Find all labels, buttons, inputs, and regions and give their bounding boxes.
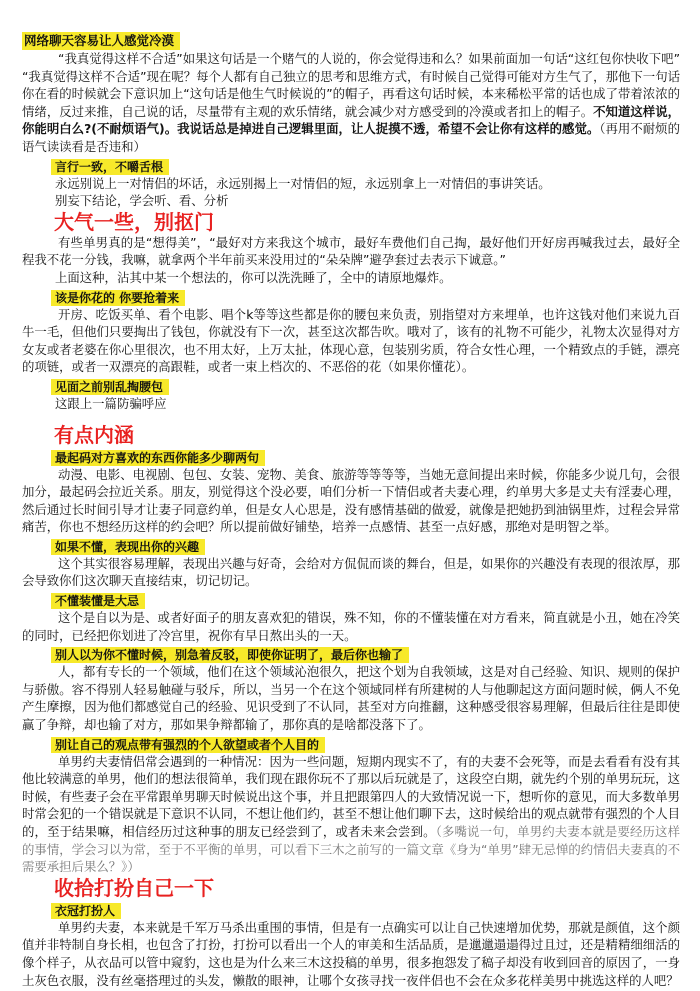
paragraph: 人，都有专长的一个领域，他们在这个领域沁泡很久，把这个划为自我领域，这是对自己经验、知识、规则的保护与骄傲。容不得别人轻易触碰与驳斥，所以，当另一个在这个领域同样有所建树的人与他聊起这方面问题时候，俩人不免产生摩擦，因为他们都感觉自己的经验、见识受到了不认同，甚至对方向推翻，这种感受很容易理解，但最后往往是即使赢了争辩，却也输了对方，那如果争辩都输了，那你真的是啥都没落下了。 [22, 664, 680, 733]
paragraph: 有些单男真的是“想得美”，“最好对方来我这个城市，最好车费他们自己掏，最好他们开好房再喊我过去，最好全程我不花一分钱，我嘛，就拿两个半年前买来没用过的“朵朵牌”避孕套过去表示下诚意。” [22, 234, 680, 268]
paragraph: 别妄下结论，学会听、看、分析 [55, 193, 229, 209]
paragraph: 永远别说上一对情侣的坏话，永远别揭上一对情侣的短，永远别拿上一对情侣的事讲笑话。 [55, 175, 551, 191]
section-heading: 大气一些，别抠门 [54, 209, 214, 234]
subheading: 如果不懂，表现出你的兴趣 [51, 539, 205, 555]
subheading: 见面之前别乱掏腰包 [51, 379, 169, 395]
paragraph: 这个其实很容易理解，表现出兴趣与好奇，会给对方侃侃而谈的舞台，但是，如果你的兴趣没有表现的很浓厚，那会导致你们这次聊天直接结束，切记切记。 [22, 555, 680, 589]
paragraph [22, 50, 680, 156]
paragraph-text: 单男约夫妻情侣常会遇到的一种情况：因为一些问题，短期内现实不了，有的夫妻不会死等，而是去看看有没有其他比较满意的单男，他们的想法很简单，我们现在跟你玩不了那以后玩就是了，这段空白期，就先约个别的单男玩玩，这时候，有些妻子会在平常跟单男聊天时候说出这个事，并且把跟第四人的大致情况说一下，想听你的意见，而大多数单男时常会犯的一个错误就是下意识不认同，不想让他们约，甚至不想让他们聊下去，这时候给出的观点就带有强烈的个人目的，至于结果嘛，相信经历过这种事的朋友已经尝到了，或者未来会尝到。 [22, 753, 680, 839]
paragraph-bold-text: 不知道这样说，你能明白么?(不耐烦语气)。我说话总是掉进自己逻辑里面，让人捉摸不透，希望不会让你有这样的感觉。 [22, 103, 681, 137]
section-heading: 收拾打扮自己一下 [54, 875, 214, 900]
subheading: 别让自己的观点带有强烈的个人欲望或者个人目的 [51, 737, 325, 753]
paragraph: 开房、吃饭买单、看个电影、唱个k等等这些都是你的腰包来负责，别指望对方来埋单，也许这钱对他们来说九百牛一毛，但他们只要掏出了钱包，你就没有下一次，甚至这次都告吹。哦对了，该有的礼物不可能少，礼物太次显得对方女友或者老婆在你心里很次，也不用太好，上万太扯，体现心意，包装别劣质，符合女性心理，一个精致点的手链，漂亮的项链，或者一双漂亮的高跟鞋，或者一束上档次的、不恶俗的花（如果你懂花）。 [22, 306, 680, 375]
subheading: 不懂装懂是大忌 [51, 593, 145, 609]
document-page [22, 30, 680, 989]
paragraph: 上面这种，沾其中某一个想法的，你可以洗洗睡了，全中的请原地爆炸。 [55, 269, 452, 285]
subheading: 衣冠打扮人 [51, 903, 121, 919]
paragraph: 这个是自以为是、或者好面子的朋友喜欢犯的错误，殊不知，你的不懂装懂在对方看来，简直就是小丑，她在冷笑的同时，已经把你划进了冷宫里，祝你有早日熬出头的一天。 [22, 610, 680, 643]
subheading: 最起码对方喜欢的东西你能多少聊两句 [51, 450, 265, 466]
paragraph: 这跟上一篇防骗呼应 [55, 395, 167, 411]
paragraph-text: “我真觉得这样不合适”如果这句话是一个赌气的人说的，你会觉得违和么？如果前面加一句话“这红包你快收下吧” “我真觉得这样不合适”现在呢？每个人都有自己独立的思考和思维方式，有时候自己觉得可能对方生气了，那他下一句话你在看的时候就会下意识加上“这句话是他生气时候说的”的帽子，再看这句话时候，本来稀松平常的话也成了带着浓浓的情绪，反过来推，自己说的话，尽量带有主观的欢乐情绪，就会减少对方感受到的冷漠或者扣上的帽子。 [22, 51, 680, 119]
paragraph-note: （多嘴说一句，单男约夫妻本就是要经历这样的事情，学会习以为常，至于不平衡的单男，可以看下三木之前写的一篇文章《身为“单男”肆无忌惮的约情侣夫妻真的不需要承担后果么？》） [22, 824, 680, 875]
section-heading: 有点内涵 [54, 422, 134, 447]
paragraph: 单男约夫妻，本来就是千军万马杀出重围的事情，但是有一点确实可以让自己快速增加优势，那就是颜值，这个颜值并非特制自身长相，也包含了打扮，打扮可以看出一个人的审美和生活品质，是邋邋遢遢得过且过，还是精精细细活的像个样子，从衣品可以管中窥豹，这也是为什么来三木这投稿的单男，很多抱怨发了稿子却没有收到回音的原因了，一身土灰色衣服，没有丝毫搭理过的头发，懒散的眼神，让哪个女孩寻找一夜伴侣也不会在众多花样美男中挑选这样的人吧？ [22, 919, 680, 988]
subheading: 该是你花的 你要抢着来 [51, 290, 185, 306]
paragraph: 动漫、电影、电视剧、包包、女装、宠物、美食、旅游等等等等，当她无意间提出来时候，你能多少说几句，会很加分，最起码会拉近关系。朋友，别觉得这个没必要，咱们分析一下情侣或者夫妻心理，约单男大多是丈夫有淫妻心理，然后通过长时间引导才让妻子同意约单，但是女人心思是，没有感情基础的做爱，就像是把她扔到油锅里炸，过程会异常痛苦，你也不想经历这样的约会吧？所以提前做好铺垫，培养一点感情、甚至一点好感，那绝对是明智之举。 [22, 466, 680, 535]
subheading: 别人以为你不懂时候，别急着反驳，即使你证明了，最后你也输了 [51, 647, 409, 663]
section-title-online-chat: 网络聊天容易让人感觉冷漠 [22, 32, 180, 50]
paragraph [22, 753, 680, 876]
subheading: 言行一致，不嚼舌根 [51, 159, 169, 175]
paragraph-text: （再用不耐烦的语气读读看是否违和） [22, 121, 680, 154]
